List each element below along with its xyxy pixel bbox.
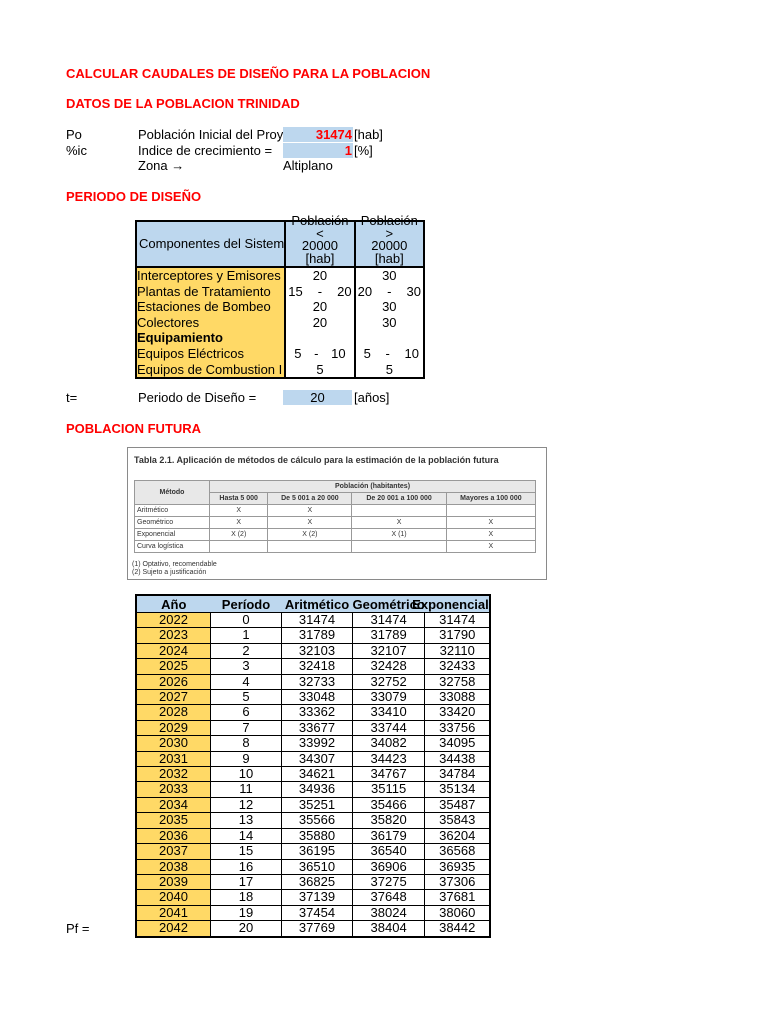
periodo-unit: [años] (354, 390, 390, 405)
component-row (136, 346, 424, 362)
range-min: 20 (357, 283, 373, 299)
arithmetic-cell[interactable]: 37769 (282, 921, 353, 937)
geometric-cell[interactable]: 33410 (353, 705, 425, 720)
reference-row (135, 517, 536, 529)
exponential-cell[interactable]: 36568 (425, 844, 491, 859)
exponential-header (412, 595, 491, 613)
component-name: Equipos de Combustion I (136, 362, 285, 379)
year-cell[interactable]: 2026 (136, 674, 211, 689)
geometric-cell[interactable]: 36540 (353, 844, 425, 859)
year-cell[interactable]: 2022 (136, 613, 211, 628)
value-under (285, 330, 354, 346)
po-label: Po (66, 127, 82, 142)
reference-note: (2) Sujeto a justificación (132, 569, 207, 576)
header-line: 20000 (301, 238, 339, 253)
arithmetic-cell[interactable]: 33048 (282, 690, 353, 705)
arithmetic-cell[interactable]: 31789 (282, 628, 353, 643)
geometric-cell[interactable]: 31789 (353, 628, 425, 643)
period-cell[interactable]: 4 (211, 674, 282, 689)
range-dash: - (314, 345, 319, 361)
geometric-cell[interactable]: 37648 (353, 890, 425, 905)
year-cell[interactable]: 2030 (136, 736, 211, 751)
range-min: 15 (288, 283, 303, 299)
mark-cell (352, 541, 446, 553)
arithmetic-cell[interactable]: 36825 (282, 874, 353, 889)
method-name: Aritmético (135, 505, 210, 517)
projection-row (136, 859, 490, 874)
exponential-cell[interactable]: 33420 (425, 705, 491, 720)
pop-over-20000-header (355, 213, 424, 267)
arithmetic-cell[interactable]: 35566 (282, 813, 353, 828)
arithmetic-cell[interactable]: 32103 (282, 643, 353, 658)
exponential-cell[interactable]: 36204 (425, 828, 491, 843)
year-cell[interactable]: 2035 (136, 813, 211, 828)
geometric-cell[interactable]: 37275 (353, 874, 425, 889)
year-cell[interactable]: 2029 (136, 720, 211, 735)
exponential-cell[interactable]: 38060 (425, 905, 491, 920)
projection-row (136, 874, 490, 889)
exponential-cell[interactable]: 35487 (425, 797, 491, 812)
period-header: Período (211, 595, 282, 613)
period-cell[interactable]: 1 (211, 628, 282, 643)
component-group-name: Equipamiento (136, 330, 285, 346)
year-cell[interactable]: 2037 (136, 844, 211, 859)
period-cell[interactable]: 3 (211, 659, 282, 674)
component-row (136, 362, 424, 379)
geometric-cell[interactable]: 36906 (353, 859, 425, 874)
period-cell[interactable]: 12 (211, 797, 282, 812)
exponential-cell[interactable]: 33756 (425, 720, 491, 735)
geometric-cell[interactable]: 34423 (353, 751, 425, 766)
component-name: Plantas de Tratamiento (136, 284, 285, 300)
geometric-cell[interactable]: 35466 (353, 797, 425, 812)
value-over (355, 330, 424, 346)
arithmetic-header: Aritmético (282, 595, 353, 613)
year-cell[interactable]: 2041 (136, 905, 211, 920)
component-row (136, 284, 424, 300)
component-name: Estaciones de Bombeo (136, 299, 285, 315)
component-name: Equipos Eléctricos (136, 346, 285, 362)
period-cell[interactable]: 14 (211, 828, 282, 843)
ic-description: Indice de crecimiento = (138, 143, 273, 158)
year-cell[interactable]: 2042 (136, 921, 211, 937)
mark-cell (210, 541, 268, 553)
exponential-cell[interactable]: 32110 (425, 643, 491, 658)
exponential-cell[interactable]: 32433 (425, 659, 491, 674)
year-cell[interactable]: 2034 (136, 797, 211, 812)
projection-row (136, 905, 490, 920)
arithmetic-cell[interactable]: 34621 (282, 767, 353, 782)
po-value-cell[interactable]: 31474 (283, 127, 353, 142)
year-cell[interactable]: 2039 (136, 874, 211, 889)
component-name: Interceptores y Emisores (136, 267, 285, 284)
geometric-cell[interactable]: 33744 (353, 720, 425, 735)
projection-row (136, 767, 490, 782)
range-header: De 20 001 a 100 000 (352, 493, 446, 505)
exponential-cell[interactable]: 38442 (425, 921, 491, 937)
population-header: Población (habitantes) (210, 481, 536, 493)
range-max: 20 (337, 283, 352, 299)
mark-cell (352, 505, 446, 517)
year-cell[interactable]: 2024 (136, 643, 211, 658)
header-line: 20000 (371, 238, 408, 253)
arithmetic-cell[interactable]: 37454 (282, 905, 353, 920)
arithmetic-cell[interactable]: 31474 (282, 613, 353, 628)
year-cell[interactable]: 2036 (136, 828, 211, 843)
period-cell[interactable]: 18 (211, 890, 282, 905)
exponential-cell[interactable]: 31474 (425, 613, 491, 628)
mark-cell: X (210, 505, 268, 517)
header-line: [hab] (305, 250, 335, 266)
value-under: 20 (285, 299, 354, 315)
t-label: t= (66, 390, 78, 405)
arithmetic-cell[interactable]: 32418 (282, 659, 353, 674)
mark-cell: X (352, 517, 446, 529)
range-min: 5 (363, 345, 371, 361)
header-line: > (385, 225, 394, 241)
projection-row (136, 613, 490, 628)
year-cell[interactable]: 2032 (136, 767, 211, 782)
method-header: Método (135, 481, 210, 505)
geometric-cell[interactable]: 38404 (353, 921, 425, 937)
exponential-cell[interactable]: 34095 (425, 736, 491, 751)
exponential-cell[interactable]: 37306 (425, 874, 491, 889)
range-header: Hasta 5 000 (210, 493, 268, 505)
period-cell[interactable]: 5 (211, 690, 282, 705)
geometric-cell[interactable]: 34082 (353, 736, 425, 751)
projection-row (136, 720, 490, 735)
pf-label: Pf = (66, 921, 90, 936)
exponential-cell[interactable]: 37681 (425, 890, 491, 905)
arithmetic-cell[interactable]: 35880 (282, 828, 353, 843)
projection-row (136, 890, 490, 905)
geometric-cell[interactable]: 35115 (353, 782, 425, 797)
geometric-cell[interactable]: 32752 (353, 674, 425, 689)
exponential-cell[interactable]: 32758 (425, 674, 491, 689)
mark-cell: X (446, 517, 535, 529)
component-row (136, 267, 424, 284)
period-cell[interactable]: 13 (211, 813, 282, 828)
projection-row (136, 705, 490, 720)
zona-description: Zona → (138, 158, 185, 173)
arithmetic-cell[interactable]: 37139 (282, 890, 353, 905)
range-max: 10 (404, 345, 419, 361)
year-cell[interactable]: 2038 (136, 859, 211, 874)
year-cell[interactable]: 2023 (136, 628, 211, 643)
arithmetic-cell[interactable]: 33677 (282, 720, 353, 735)
period-cell[interactable]: 15 (211, 844, 282, 859)
geometric-cell[interactable]: 36179 (353, 828, 425, 843)
section-datos-title: DATOS DE LA POBLACION TRINIDAD (66, 96, 300, 111)
projection-row (136, 643, 490, 658)
geometric-cell[interactable]: 32428 (353, 659, 425, 674)
projection-row (136, 813, 490, 828)
value-over: 30 (382, 268, 397, 283)
period-cell[interactable]: 8 (211, 736, 282, 751)
exponential-cell[interactable]: 31790 (425, 628, 491, 643)
ic-unit: [%] (354, 143, 373, 158)
year-cell[interactable]: 2028 (136, 705, 211, 720)
header-line: < (316, 225, 324, 241)
arithmetic-cell[interactable]: 34307 (282, 751, 353, 766)
reference-row (135, 505, 536, 517)
arithmetic-cell[interactable]: 34936 (282, 782, 353, 797)
ic-label: %ic (66, 143, 87, 158)
projection-row (136, 674, 490, 689)
value-over: 30 (382, 299, 397, 315)
periodo-description: Periodo de Diseño = (138, 390, 257, 405)
geometric-header: Geométrico (352, 596, 425, 612)
design-period-table (135, 213, 425, 379)
period-cell[interactable]: 11 (211, 782, 282, 797)
main-title: CALCULAR CAUDALES DE DISEÑO PARA LA POBLACION (66, 66, 431, 81)
projection-row (136, 736, 490, 751)
reference-row (135, 541, 536, 553)
component-row (136, 315, 424, 331)
mark-cell (268, 541, 352, 553)
value-over: 30 (382, 314, 397, 330)
mark-cell: X (2) (268, 529, 352, 541)
population-projection-table (135, 594, 491, 938)
mark-cell: X (2) (210, 529, 268, 541)
range-under (285, 284, 354, 300)
pop-under-20000-header (285, 213, 354, 267)
value-under: 5 (285, 362, 354, 379)
projection-row (136, 844, 490, 859)
arithmetic-cell[interactable]: 33362 (282, 705, 353, 720)
header-line: Población (291, 213, 349, 228)
mark-cell: X (1) (352, 529, 446, 541)
header-line: Población (360, 213, 418, 228)
exponential-cell[interactable]: 36935 (425, 859, 491, 874)
reference-table-title: Tabla 2.1. Aplicación de métodos de cálculo para la estimación de la población futura (134, 455, 499, 465)
component-row (136, 330, 424, 346)
components-header: Componentes del Sistem (136, 221, 285, 267)
exponential-cell[interactable]: 35843 (425, 813, 491, 828)
period-cell[interactable]: 6 (211, 705, 282, 720)
mark-cell: X (446, 541, 535, 553)
year-header: Año (136, 595, 211, 613)
geometric-cell[interactable]: 38024 (353, 905, 425, 920)
geometric-cell[interactable]: 34767 (353, 767, 425, 782)
method-name: Exponencial (135, 529, 210, 541)
exponential-header-text: Exponencial (412, 596, 489, 612)
projection-row (136, 659, 490, 674)
range-header: De 5 001 a 20 000 (268, 493, 352, 505)
period-cell[interactable]: 0 (211, 613, 282, 628)
value-under: 20 (285, 315, 354, 331)
projection-row (136, 690, 490, 705)
period-cell[interactable]: 17 (211, 874, 282, 889)
arithmetic-cell[interactable]: 36510 (282, 859, 353, 874)
year-cell[interactable]: 2040 (136, 890, 211, 905)
exponential-cell[interactable]: 33088 (425, 690, 491, 705)
period-cell[interactable]: 19 (211, 905, 282, 920)
ic-value-cell[interactable]: 1 (283, 143, 353, 158)
geometric-cell[interactable]: 35820 (353, 813, 425, 828)
geometric-cell[interactable]: 33079 (353, 690, 425, 705)
period-cell[interactable]: 2 (211, 643, 282, 658)
range-max: 10 (331, 345, 346, 361)
range-over (355, 346, 424, 362)
po-unit: [hab] (354, 127, 383, 142)
year-cell[interactable]: 2027 (136, 690, 211, 705)
mark-cell (446, 505, 535, 517)
periodo-value-cell[interactable]: 20 (283, 390, 352, 405)
method-name: Curva logística (135, 541, 210, 553)
projection-row (136, 782, 490, 797)
range-max: 30 (406, 283, 421, 299)
projection-row (136, 797, 490, 812)
projection-row (136, 828, 490, 843)
component-name: Colectores (136, 315, 285, 331)
range-dash: - (385, 345, 390, 361)
reference-note: (1) Optativo, recomendable (132, 561, 217, 568)
mark-cell: X (268, 505, 352, 517)
arithmetic-cell[interactable]: 33992 (282, 736, 353, 751)
geometric-cell[interactable]: 31474 (353, 613, 425, 628)
value-under: 20 (285, 267, 354, 284)
mark-cell: X (446, 529, 535, 541)
mark-cell: X (210, 517, 268, 529)
exponential-cell[interactable]: 35134 (425, 782, 491, 797)
section-periodo-title: PERIODO DE DISEÑO (66, 189, 202, 204)
header-line: [hab] (374, 250, 404, 266)
exponential-cell[interactable]: 34784 (425, 767, 491, 782)
reference-row (135, 529, 536, 541)
period-cell[interactable]: 20 (211, 921, 282, 937)
projection-row (136, 751, 490, 766)
exponential-cell[interactable]: 34438 (425, 751, 491, 766)
component-row (136, 299, 424, 315)
period-cell[interactable]: 10 (211, 767, 282, 782)
range-header: Mayores a 100 000 (446, 493, 535, 505)
arithmetic-cell[interactable]: 32733 (282, 674, 353, 689)
arithmetic-cell[interactable]: 35251 (282, 797, 353, 812)
year-cell[interactable]: 2031 (136, 751, 211, 766)
period-cell[interactable]: 9 (211, 751, 282, 766)
range-dash: - (387, 283, 392, 299)
po-description: Población Inicial del Proy (138, 127, 284, 142)
arithmetic-cell[interactable]: 36195 (282, 844, 353, 859)
value-over: 5 (385, 361, 393, 377)
section-futura-title: POBLACION FUTURA (66, 421, 202, 436)
zona-value: Altiplano (283, 158, 333, 173)
period-cell[interactable]: 7 (211, 720, 282, 735)
range-min: 5 (294, 345, 302, 361)
range-under (285, 346, 354, 362)
projection-row (136, 921, 490, 937)
projection-row (136, 628, 490, 643)
method-name: Geométrico (135, 517, 210, 529)
year-cell[interactable]: 2033 (136, 782, 211, 797)
mark-cell: X (268, 517, 352, 529)
reference-table (134, 480, 536, 553)
range-dash: - (317, 283, 323, 299)
range-over (355, 284, 424, 300)
year-cell[interactable]: 2025 (136, 659, 211, 674)
period-cell[interactable]: 16 (211, 859, 282, 874)
reference-table-image (127, 447, 547, 580)
geometric-cell[interactable]: 32107 (353, 643, 425, 658)
